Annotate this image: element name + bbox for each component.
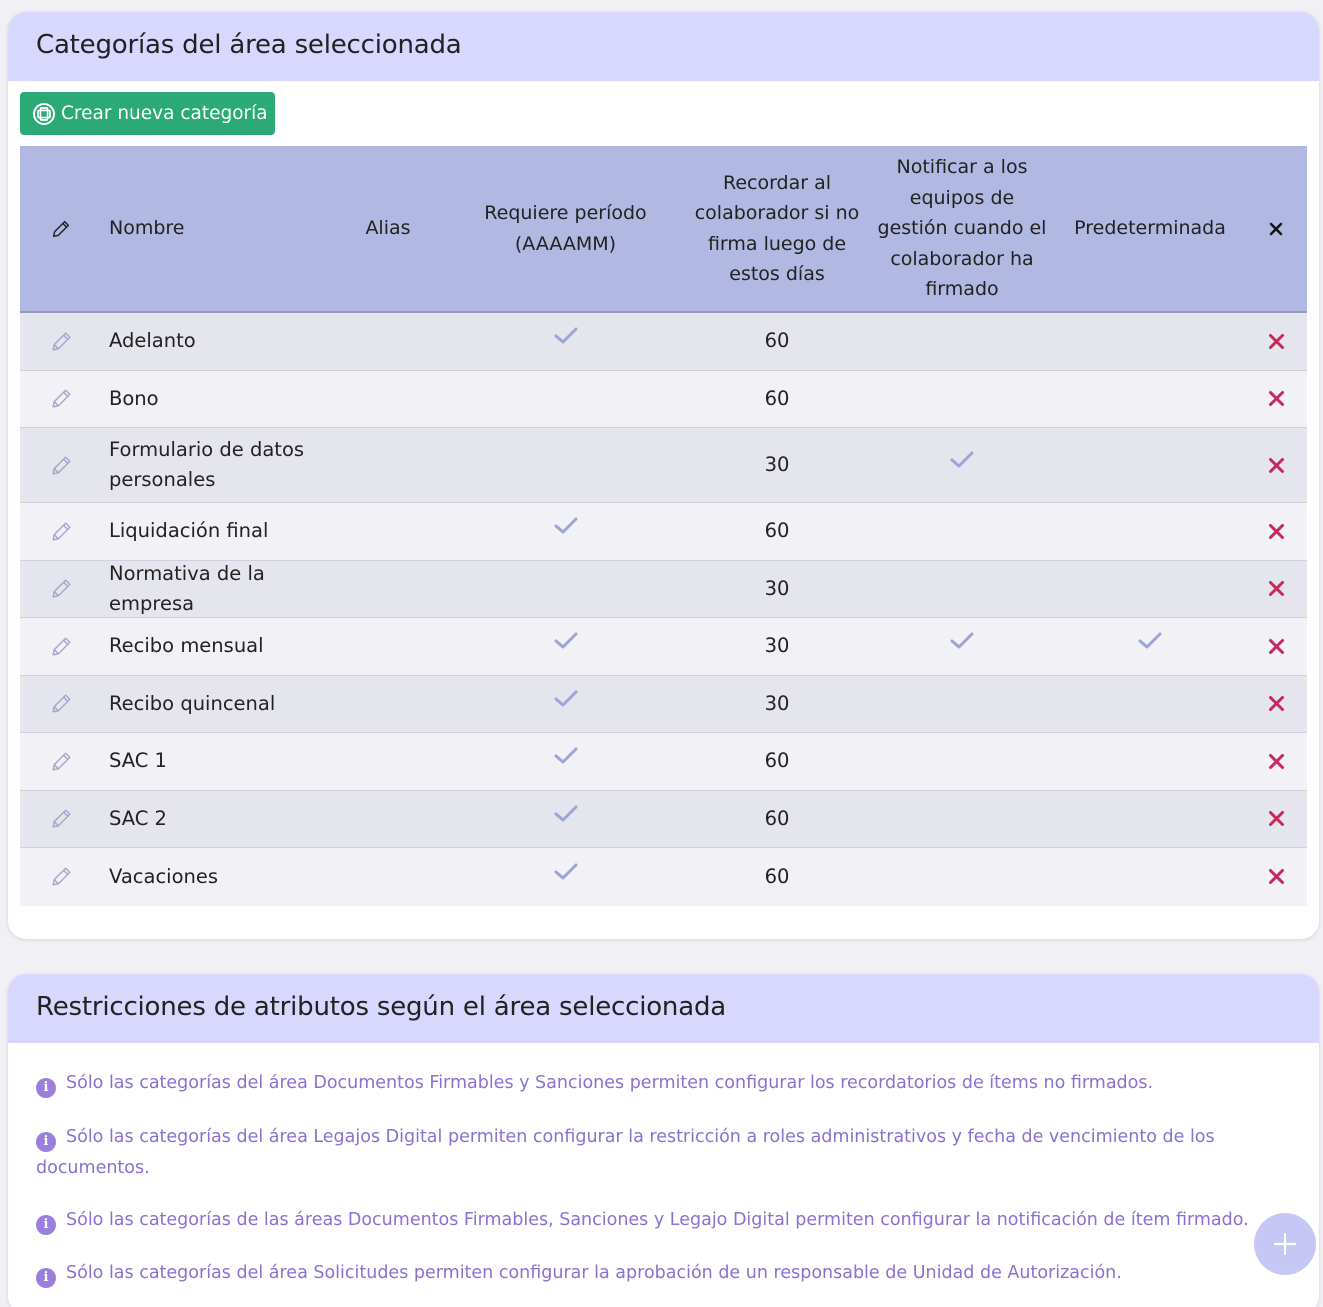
remind-days-cell: 30 [764,634,790,658]
restriction-note: i Sólo las categorías del área Documentos Firmables y Sanciones permiten configurar los recordatorios de ítems no firmados. [36,1068,1266,1099]
notify-teams-cell [872,561,1052,618]
notify-teams-cell [872,676,1052,733]
close-x-icon [1268,580,1285,597]
pencil-icon [49,634,74,659]
requires-period-cell [468,848,663,906]
close-x-icon [1268,457,1285,474]
restrictions-card-title: Restricciones de atributos según el área seleccionada [8,974,1319,1043]
requires-period-cell [468,618,663,675]
info-icon: i [36,1078,56,1098]
requires-period-cell [468,503,663,560]
close-x-icon [1268,868,1285,885]
edit-row-button[interactable] [20,313,102,370]
restrictions-card [8,974,1319,1307]
delete-row-button[interactable] [1250,428,1302,502]
category-name: Bono [109,386,159,410]
pencil-icon [49,749,74,774]
check-icon [553,862,579,882]
close-x-icon [1268,695,1285,712]
remind-days-cell: 60 [764,864,790,888]
notify-teams-cell [872,791,1052,848]
info-icon: i [36,1215,56,1235]
remind-days-cell: 60 [764,386,790,410]
delete-row-button[interactable] [1250,313,1302,370]
header-edit-column [20,146,102,311]
info-icon: i [36,1132,56,1152]
default-cell [1060,313,1240,370]
delete-row-button[interactable] [1250,371,1302,428]
remind-days-cell: 60 [764,329,790,353]
notify-teams-cell [872,313,1052,370]
requires-period-cell [468,428,663,502]
requires-period-cell [468,313,663,370]
table-row [20,428,1307,503]
pencil-icon [49,691,74,716]
table-row [20,503,1307,561]
edit-row-button[interactable] [20,676,102,733]
pencil-icon [50,218,72,240]
edit-row-button[interactable] [20,791,102,848]
requires-period-cell [468,371,663,428]
notify-teams-cell [872,428,1052,502]
close-x-icon [1268,523,1285,540]
category-name: Recibo mensual [109,634,264,658]
delete-row-button[interactable] [1250,503,1302,560]
category-name: Formulario de datos personales [109,438,305,491]
category-name: Adelanto [109,329,196,353]
close-x-icon [1268,638,1285,655]
check-icon [1137,631,1163,651]
pencil-icon [49,519,74,544]
restriction-note: i Sólo las categorías del área Legajos Digital permiten configurar la restricción a roles administrativos y fecha de vencimiento de los documentos. [36,1127,1215,1178]
restriction-note: i Sólo las categorías de las áreas Documentos Firmables, Sanciones y Legajo Digital permiten configurar la notificación de ítem firmado. [36,1205,1266,1236]
requires-period-cell [468,561,663,618]
floating-add-button[interactable] [1254,1213,1316,1275]
remind-days-cell: 30 [764,576,790,600]
pencil-icon [49,453,74,478]
categories-card-title: Categorías del área seleccionada [8,12,1319,81]
header-requires-period[interactable]: Requiere período (AAAAMM) [484,202,647,255]
close-x-icon [1268,810,1285,827]
default-cell [1060,428,1240,502]
notify-teams-cell [872,848,1052,906]
default-cell [1060,676,1240,733]
create-category-button[interactable] [20,92,275,135]
check-icon [553,516,579,536]
info-icon: i [36,1268,56,1288]
category-name: SAC 2 [109,806,167,830]
header-default[interactable]: Predeterminada [1074,217,1226,240]
table-row [20,371,1307,429]
close-x-icon [1268,753,1285,770]
check-icon [949,631,975,651]
check-icon [553,631,579,651]
remind-days-cell: 60 [764,806,790,830]
categories-card [8,12,1319,939]
delete-row-button[interactable] [1250,848,1302,906]
requires-period-cell [468,791,663,848]
close-x-icon [1268,333,1285,350]
category-name: Vacaciones [109,864,219,888]
header-name[interactable]: Nombre [109,217,185,240]
notify-teams-cell [872,618,1052,675]
default-cell [1060,791,1240,848]
table-header [20,146,1307,313]
check-icon [553,746,579,766]
restriction-note: i Sólo las categorías del área Solicitudes permiten configurar la aprobación de un responsable de Unidad de Autorización. [36,1258,1266,1289]
requires-period-cell [468,733,663,790]
notify-teams-cell [872,371,1052,428]
edit-row-button[interactable] [20,848,102,906]
plus-circle-icon [32,102,56,126]
create-category-label: Crear nueva categoría [61,103,268,124]
pencil-icon [49,386,74,411]
pencil-icon [49,864,74,889]
delete-row-button[interactable] [1250,791,1302,848]
delete-row-button[interactable] [1250,733,1302,790]
table-row [20,313,1307,371]
remind-days-cell: 60 [764,749,790,773]
remind-days-cell: 30 [764,691,790,715]
table-body [20,313,1307,906]
header-delete-column [1250,146,1302,311]
category-name: Liquidación final [109,519,269,543]
delete-row-button[interactable] [1250,676,1302,733]
edit-row-button[interactable] [20,371,102,428]
table-row [20,848,1307,906]
table-row [20,561,1307,619]
table-row [20,733,1307,791]
remind-days-cell: 60 [764,519,790,543]
edit-row-button[interactable] [20,618,102,675]
delete-row-button[interactable] [1250,618,1302,675]
check-icon [949,450,975,470]
notify-teams-cell [872,503,1052,560]
edit-row-button[interactable] [20,428,102,502]
header-remind-days[interactable]: Recordar al colaborador si no firma luego de estos días [694,171,860,285]
pencil-icon [49,576,74,601]
table-row [20,676,1307,734]
header-alias[interactable]: Alias [365,217,411,240]
remind-days-cell: 30 [764,453,790,476]
header-notify-teams[interactable]: Notificar a los equipos de gestión cuando el colaborador ha firmado [877,156,1047,301]
edit-row-button[interactable] [20,561,102,618]
category-name: Normativa de la empresa [109,561,265,615]
category-name: SAC 1 [109,749,167,773]
requires-period-cell [468,676,663,733]
default-cell [1060,733,1240,790]
check-icon [553,804,579,824]
delete-row-button[interactable] [1250,561,1302,618]
default-cell [1060,618,1240,675]
check-icon [553,326,579,346]
default-cell [1060,848,1240,906]
default-cell [1060,561,1240,618]
pencil-icon [49,806,74,831]
close-x-icon [1268,390,1285,407]
table-row [20,618,1307,676]
table-row [20,791,1307,849]
default-cell [1060,503,1240,560]
close-x-icon [1269,222,1283,236]
pencil-icon [49,329,74,354]
edit-row-button[interactable] [20,503,102,560]
categories-table [20,146,1307,906]
plus-icon [1272,1231,1298,1257]
default-cell [1060,371,1240,428]
category-name: Recibo quincenal [109,691,276,715]
notify-teams-cell [872,733,1052,790]
check-icon [553,689,579,709]
edit-row-button[interactable] [20,733,102,790]
